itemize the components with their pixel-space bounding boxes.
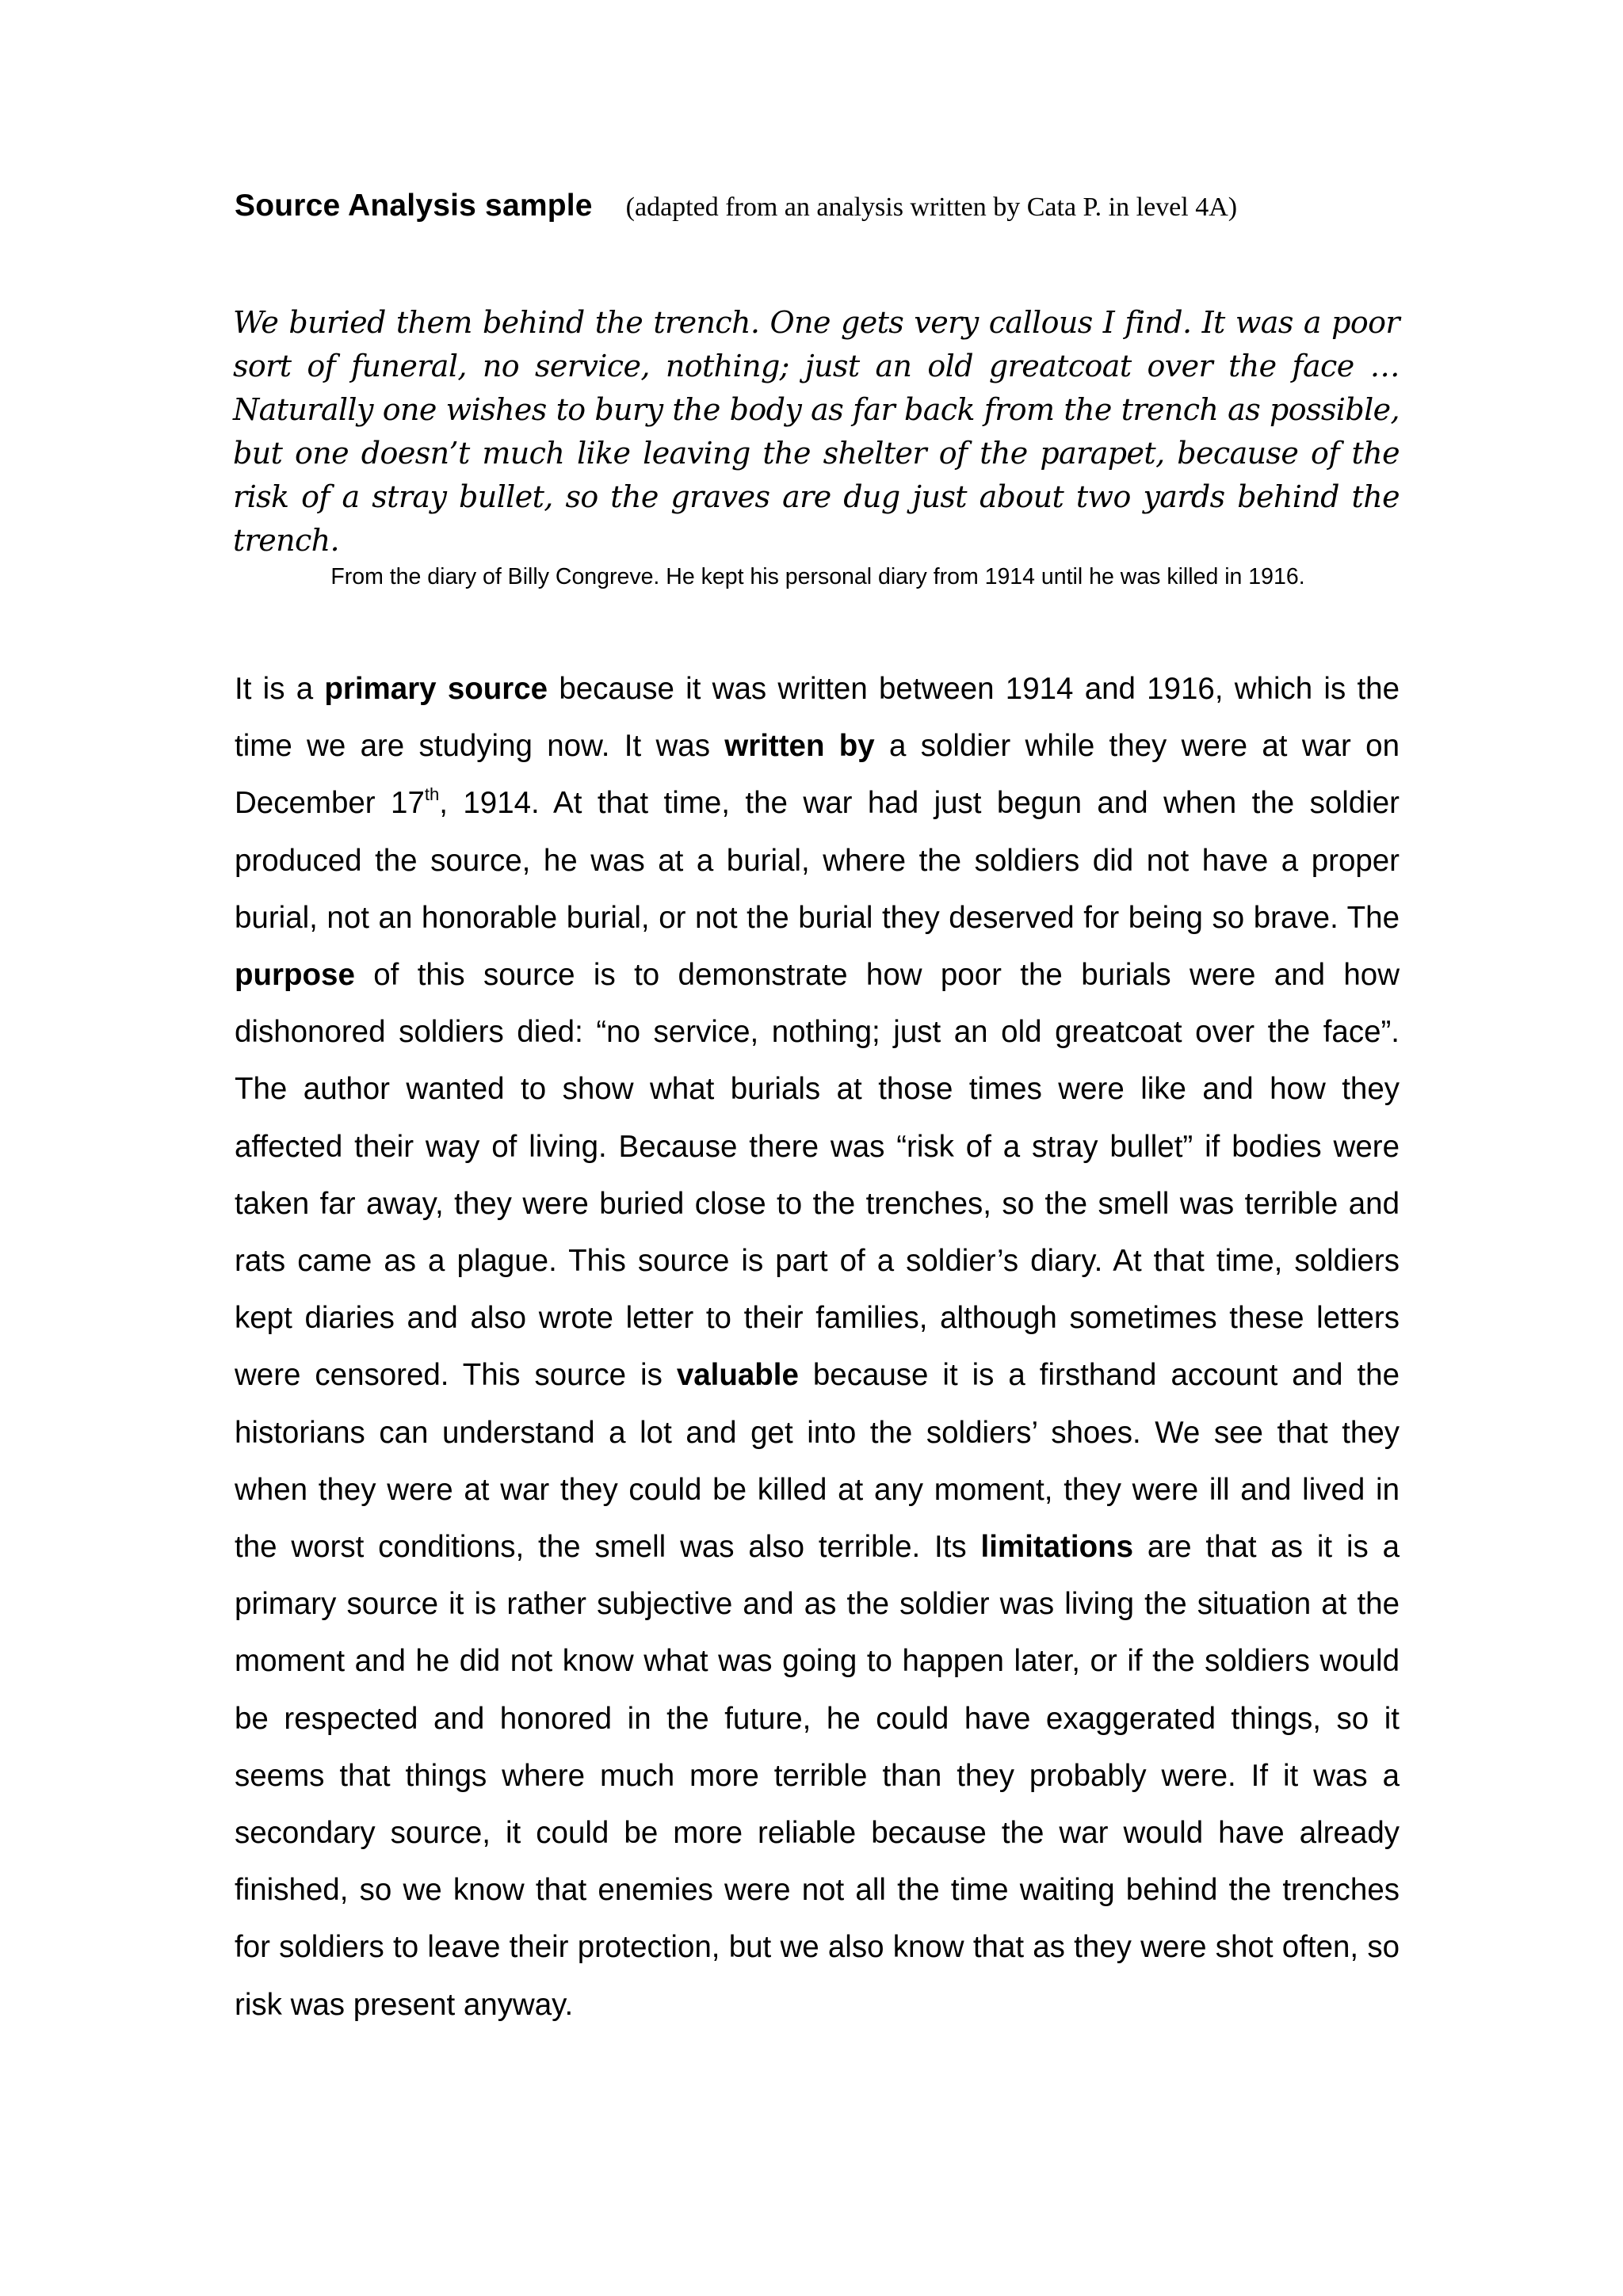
ordinal-suffix: th (424, 784, 440, 805)
analysis-paragraph (235, 661, 1400, 2034)
analysis-text: of this source is to demonstrate how poor the burials were and how dishonored soldiers died: “no service, nothing; just an old greatcoat over the face”. The author wanted to show what burials at those times were like and how they affected their way of living. Because there was “risk of a stray bullet” if bodies were taken far away, they were buried close to the trenches, so the smell was terrible and rats came as a plague. This source is part of a soldier’s diary. At that time, soldiers kept diaries and also wrote letter to their families, although sometimes these letters were censored. This source is (235, 958, 1400, 1393)
term-limitations: limitations (980, 1530, 1134, 1565)
analysis-text: because it is a firsthand account and the historians can understand a lot and get into the soldiers’ shoes. We see that they when they were at war they could be killed at any moment, they were ill and lived in the worst conditions, the smell was also terrible. Its (235, 1358, 1400, 1565)
term-primary-source: primary source (324, 672, 548, 706)
document-subtitle: (adapted from an analysis written by Cata P. in level 4A) (625, 193, 1238, 222)
term-valuable: valuable (676, 1358, 799, 1393)
analysis-text: , 1914. At that time, the war had just begun and when the soldier produced the source, he was at a burial, where the soldiers did not have a proper burial, not an honorable burial, or not the burial they deserved for being so brave. The (235, 786, 1400, 935)
document-heading (235, 189, 1407, 223)
source-quote: We buried them behind the trench. One gets very callous I find. It was a poor sort of funeral, no service, nothing; just an old greatcoat over the face … Naturally one wishes to bury the body as far back from the trench as possible, but one doesn’t much like leaving the shelter of the parapet, because of the risk of a stray bullet, so the graves are dug just about two yards behind the trench. (233, 305, 1400, 558)
term-purpose: purpose (235, 958, 355, 993)
analysis-text: are that as it is a primary source it is rather subjective and as the soldier was living the situation at the moment and he did not know what was going to happen later, or if the soldiers would be respected and honored in the future, he could have exaggerated things, so it seems that things where much more terrible than they probably were. If it was a secondary source, it could be more reliable because the war would have already finished, so we know that enemies were not all the time waiting behind the trenches for soldiers to leave their protection, but we also know that as they were shot often, so risk was present anyway. (235, 1530, 1400, 2022)
analysis-text: because it was written between 1914 and 1916, which is the time we are studying now. It was (235, 672, 1400, 764)
source-caption: From the diary of Billy Congreve. He kept his personal diary from 1914 until he was killed in 1916. (330, 564, 1305, 589)
document-title: Source Analysis sample (235, 189, 593, 223)
term-written-by: written by (724, 729, 875, 764)
analysis-text: It is a (235, 672, 325, 706)
analysis-text: a soldier while they were at war on December 17 (235, 729, 1400, 821)
